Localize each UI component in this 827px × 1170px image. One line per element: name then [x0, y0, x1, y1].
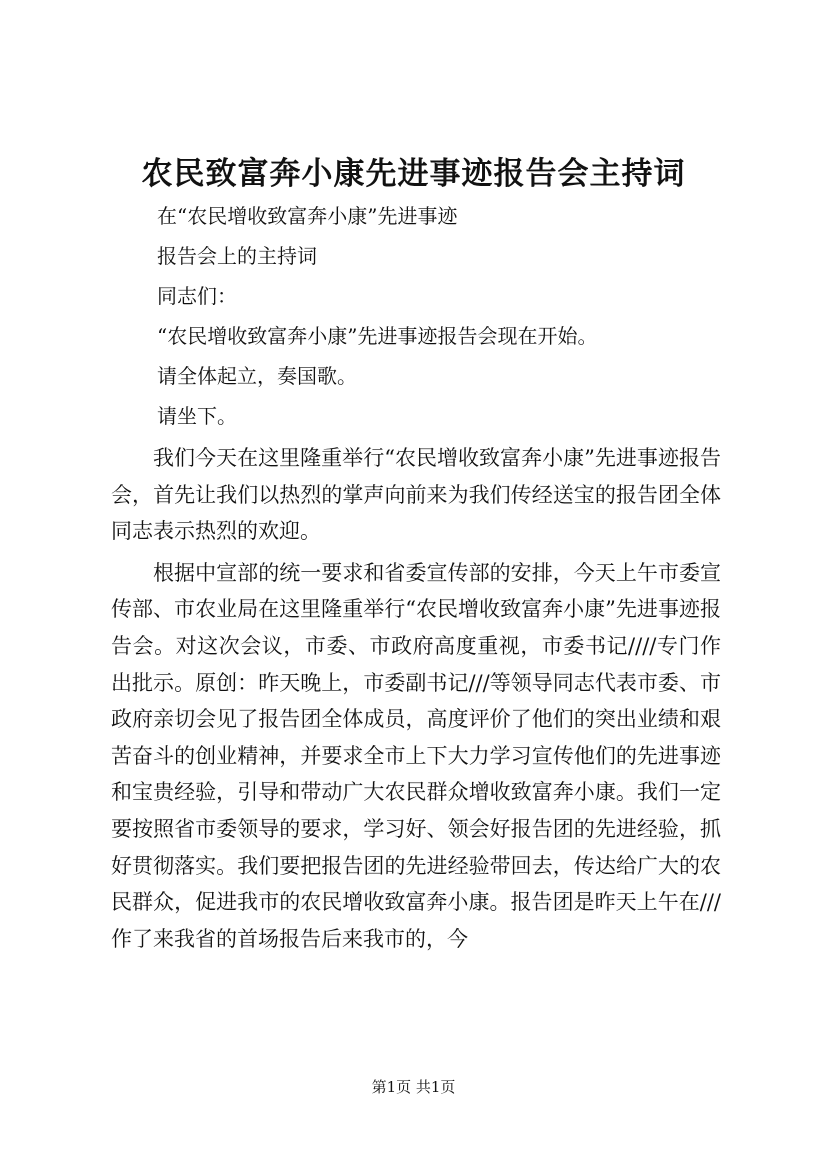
- paragraph-background: 根据中宣部的统一要求和省委宣传部的安排，今天上午市委宣传部、市农业局在这里隆重举行“农民增收致富奔小康”先进事迹报告会。对这次会议，市委、市政府高度重视，市委书记////专门作出批示。原创：昨天晚上，市委副书记///等领导同志代表市委、市政府亲切会见了报告团全体成员，高度评价了他们的突出业绩和艰苦奋斗的创业精神，并要求全市上下大力学习宣传他们的先进事迹和宝贵经验，引导和带动广大农民群众增收致富奔小康。我们一定要按照省市委领导的要求，学习好、领会好报告团的先进经验，抓好贯彻落实。我们要把报告团的先进经验带回去，传达给广大的农民群众，促进我市的农民增收致富奔小康。报告团是昨天上午在///作了来我省的首场报告后来我市的，今: [111, 560, 721, 951]
- paragraph-welcome: 我们今天在这里隆重举行“农民增收致富奔小康”先进事迹报告会，首先让我们以热烈的掌声向前来为我们传经送宝的报告团全体同志表示热烈的欢迎。: [111, 446, 721, 544]
- document-body: [111, 196, 721, 957]
- sit-down-line: 请坐下。: [157, 404, 237, 428]
- document-title: 农民致富奔小康先进事迹报告会主持词: [141, 156, 686, 192]
- intro-line-2: 报告会上的主持词: [157, 244, 317, 268]
- page-footer: 第1页 共1页: [371, 1078, 456, 1096]
- anthem-line: 请全体起立，奏国歌。: [157, 364, 357, 388]
- intro-line-1: 在“农民增收致富奔小康”先进事迹: [157, 204, 458, 228]
- greeting-line: 同志们：: [157, 284, 237, 308]
- opening-line: “农民增收致富奔小康”先进事迹报告会现在开始。: [157, 324, 598, 348]
